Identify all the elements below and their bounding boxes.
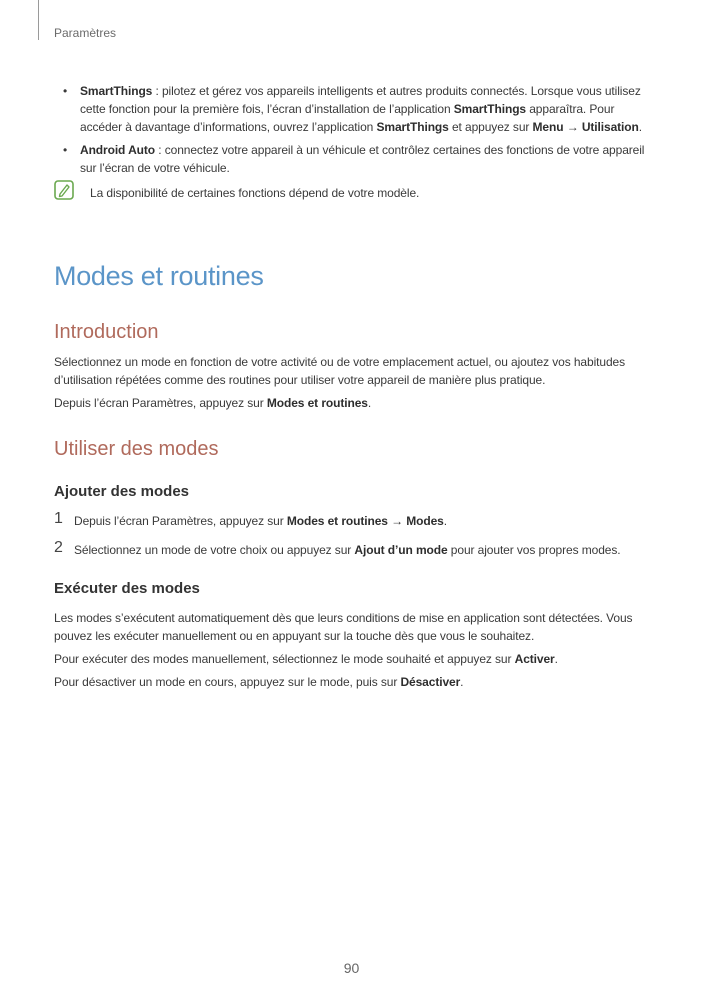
header-divider xyxy=(38,0,39,40)
term: Android Auto xyxy=(80,143,156,157)
note-box xyxy=(54,182,654,204)
use-modes-heading: Utiliser des modes xyxy=(54,438,219,460)
add-modes-steps xyxy=(54,512,654,559)
list-item: • SmartThings : pilotez et gérez vos appareils intelligents et autres produits connectés. Lorsque vous utilisez cette fonction pour la première fois, l’écran d’installation de l’application SmartThings apparaîtra. Pour accéder à davantage d’informations, ouvrez l’application SmartThings et appuyez sur Menu → Utilisation. xyxy=(63,84,642,134)
deactivate-instruction: Pour désactiver un mode en cours, appuyez sur le mode, puis sur Désactiver. xyxy=(54,675,464,689)
running-header: Paramètres xyxy=(54,26,117,40)
bullet-icon: • xyxy=(63,84,68,98)
page-number: 90 xyxy=(343,960,360,976)
note-text: La disponibilité de certaines fonctions dépend de votre modèle. xyxy=(90,186,420,200)
step-number: 1 xyxy=(54,510,63,527)
list-item: • Android Auto : connectez votre appareil à un véhicule et contrôlez certaines des fonctions de votre appareil sur l’écran de votre véhicule. xyxy=(63,143,645,175)
step-item: 1 Depuis l’écran Paramètres, appuyez sur Modes et routines → Modes. xyxy=(54,510,447,528)
bullet-icon: • xyxy=(63,143,68,157)
run-instruction: Pour exécuter des modes manuellement, sélectionnez le mode souhaité et appuyez sur Activer. xyxy=(54,652,558,666)
feature-list xyxy=(54,82,654,177)
section-title: Modes et routines xyxy=(54,261,264,291)
run-modes-heading: Exécuter des modes xyxy=(54,580,200,597)
step-number: 2 xyxy=(54,539,63,556)
add-modes-heading: Ajouter des modes xyxy=(54,483,190,500)
introduction-heading: Introduction xyxy=(54,321,159,343)
term: SmartThings xyxy=(80,84,153,98)
intro-paragraph: Sélectionnez un mode en fonction de votre activité ou de votre emplacement actuel, ou ajoutez vos habitudes d’utilisation répétées comme des routines pour utiliser votre appareil de manière plus pratique. xyxy=(54,355,625,387)
intro-instruction: Depuis l’écran Paramètres, appuyez sur Modes et routines. xyxy=(54,396,372,410)
run-paragraph: Les modes s’exécutent automatiquement dès que leurs conditions de mise en application sont détectées. Vous pouvez les exécuter manuellement ou en appuyant sur la touche dès que vous le souhaitez. xyxy=(54,611,633,643)
step-item: 2 Sélectionnez un mode de votre choix ou appuyez sur Ajout d’un mode pour ajouter vos propres modes. xyxy=(54,539,621,557)
page-content xyxy=(54,82,654,696)
note-icon xyxy=(54,180,74,200)
